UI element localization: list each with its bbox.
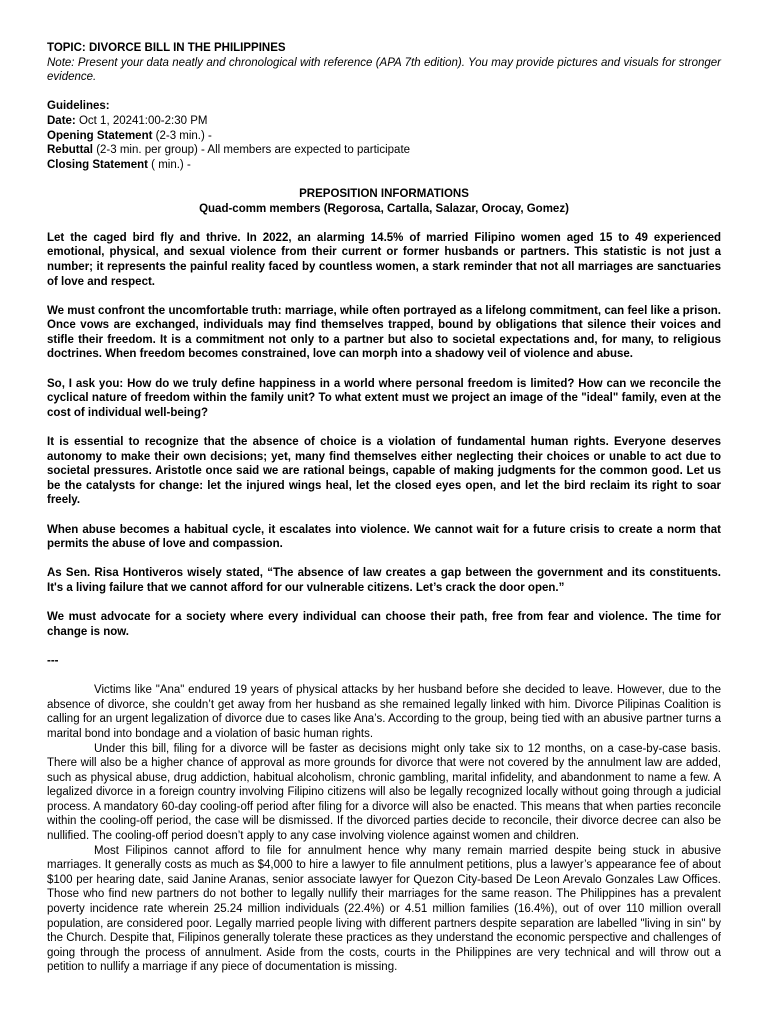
instruction-note: Note: Present your data neatly and chronological with reference (APA 7th edition). You may provide pictures and visuals for stronger evidence. [47,56,721,84]
closing-label: Closing Statement [47,158,148,171]
guideline-rebuttal [47,143,721,158]
opening-statement [47,231,721,640]
rebuttal-value: (2-3 min. per group) - All members are expected to participate [93,144,411,157]
guidelines-heading: Guidelines: [47,100,110,113]
statement-paragraph: As Sen. Risa Hontiveros wisely stated, “The absence of law creates a gap between the government and its constituents. It's a living failure that we cannot afford for our vulnerable citizens. Let’s crack the door open.” [47,567,721,594]
guideline-closing [47,158,721,173]
statement-paragraph: We must advocate for a society where every individual can choose their path, free from fear and violence. The time for change is now. [47,611,721,638]
body-paragraph: Victims like "Ana" endured 19 years of physical attacks by her husband before she decided to leave. However, due to the absence of divorce, she couldn’t get away from her husband as she remained legally linked with him. Divorce Pilipinas Coalition is calling for an urgent legalization of divorce due to cases like Ana’s. According to the group, being tied with an abusive partner turns a marital bond into bondage and a violation of basic human rights. [47,684,721,740]
guidelines-block [47,99,721,172]
body-paragraph: Most Filipinos cannot afford to file for annulment hence why many remain married despite being stuck in abusive marriages. It generally costs as much as $4,000 to hire a lawyer to file annulment petitions, plus a lawyer’s appearance fee of about $100 per hearing date, said Janine Aranas, senior associate lawyer for Quezon City-based De Leon Arevalo Gonzales Law Offices. Those who find new partners do not bother to legally nullify their marriages for the same reason. The Philippines has a prevalent poverty incidence rate wherein 25.24 million individuals (22.4%) or 4.51 million families (16.4%), out of over 110 million overall population, are considered poor. Legally married people living with different partners despite separation are labelled "living in sin" by the Church. Despite that, Filipinos generally tolerate these practices as they understand the economic perspective and challenges of going through the process of annulment. Aside from the costs, courts in the Philippines are very technical and will throw out a petition to nullify a marriage if any piece of documentation is missing. [47,844,721,974]
guideline-date [47,114,721,129]
date-label: Date: [47,114,76,127]
section-title: PREPOSITION INFORMATIONS [299,187,469,200]
section-divider: --- [47,654,59,667]
section-members: Quad-comm members (Regorosa, Cartalla, Salazar, Orocay, Gomez) [199,202,569,215]
opening-value: (2-3 min.) - [152,129,212,142]
opening-label: Opening Statement [47,129,153,142]
statement-paragraph: So, I ask you: How do we truly define happiness in a world where personal freedom is limited? How can we reconcile the cyclical nature of freedom within the family unit? To what extent must we project an image of the "ideal" family, even at the cost of individual well-being? [47,377,721,419]
statement-paragraph: It is essential to recognize that the absence of choice is a violation of fundamental human rights. Everyone deserves autonomy to make their own decisions; yet, many find themselves either neglecting their choices or unable to act due to societal pressures. Aristotle once said we are rational beings, capable of making judgments for the common good. Let us be the catalysts for change: let the injured wings heal, let the closed eyes open, and let the bird reclaim its right to soar freely. [47,436,721,507]
date-value: Oct 1, 20241:00-2:30 PM [75,114,208,127]
rebuttal-label: Rebuttal [47,144,93,157]
closing-value: ( min.) - [147,158,191,171]
statement-paragraph: Let the caged bird fly and thrive. In 2022, an alarming 14.5% of married Filipino women aged 15 to 49 experienced emotional, physical, and sexual violence from their current or former husbands or partners. This statistic is not just a number; it represents the painful reality faced by countless women, a stark reminder that not all marriages are sanctuaries of love and respect. [47,231,721,288]
statement-paragraph: When abuse becomes a habitual cycle, it escalates into violence. We cannot wait for a future crisis to create a norm that permits the abuse of love and compassion. [47,523,721,551]
body-paragraph: Under this bill, filing for a divorce will be faster as decisions might only take six to 12 months, on a case-by-case basis. There will also be a higher chance of approval as more grounds for divorce that were not covered by the annulment law are added, such as physical abuse, drug addiction, habitual alcoholism, chronic gambling, marital infidelity, and abandonment to name a few. A legalized divorce in a foreign country involving Filipino citizens will also be legally recognized locally without going through a judicial process. A mandatory 60-day cooling-off period after filing for a divorce will also be enacted. This means that when parties reconcile within the cooling-off period, the case will be dismissed. If the divorced parties decide to reconcile, their divorce decree can also be nullified. The cooling-off period doesn’t apply to any case involving violence against women and children. [47,742,721,843]
supporting-body [47,683,721,975]
guideline-opening [47,129,721,144]
statement-paragraph: We must confront the uncomfortable truth: marriage, while often portrayed as a lifelong commitment, can feel like a prison. Once vows are exchanged, individuals may find themselves trapped, bound by obligations that silence their voices and stifle their freedom. It is a commitment not only to a partner but also to societal expectations and, for many, to religious doctrines. When freedom becomes constrained, love can morph into a shadowy veil of violence and abuse. [47,304,721,361]
topic-heading: TOPIC: DIVORCE BILL IN THE PHILIPPINES [47,42,286,54]
